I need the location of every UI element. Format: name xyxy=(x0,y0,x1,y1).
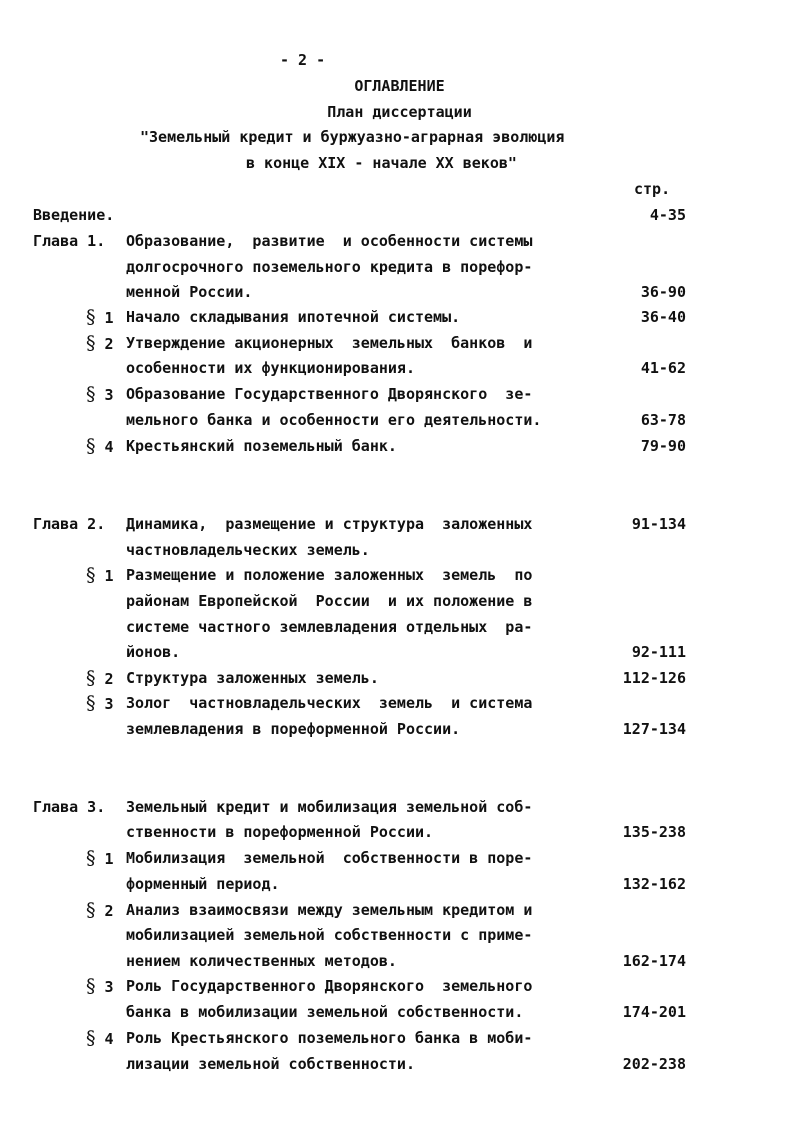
chapter-title-line: частновладельческих земель. xyxy=(126,541,370,559)
section-pages: 112-126 xyxy=(622,669,686,687)
theme-line-2: в конце XIX - начале XX веков" xyxy=(246,154,517,172)
section-title-line: мобилизацией земельной собственности с приме- xyxy=(126,926,533,944)
section-number: § 3 xyxy=(86,692,114,714)
section-sign-icon: § xyxy=(86,1027,96,1049)
section-title-line: Крестьянский поземельный банк. xyxy=(126,437,397,455)
section-number: § 2 xyxy=(86,332,114,354)
section-title-line: форменный период. xyxy=(126,875,280,893)
section-title-line: нением количественных методов. xyxy=(126,952,397,970)
section-sign-icon: § xyxy=(86,435,96,457)
chapter-label: Глава 1. xyxy=(33,232,106,250)
section-pages: 36-40 xyxy=(640,308,686,326)
section-title-line: Роль Государственного Дворянского земельного xyxy=(126,977,533,995)
section-title-line: Структура заложенных земель. xyxy=(126,669,379,687)
chapter-title-line: менной России. xyxy=(126,283,253,301)
section-title-line: Размещение и положение заложенных земель по xyxy=(126,566,533,584)
section-title-line: Начало складывания ипотечной системы. xyxy=(126,308,461,326)
section-pages: 127-134 xyxy=(622,720,686,738)
section-title-line: банка в мобилизации земельной собственности. xyxy=(126,1003,524,1021)
toc-intro-pages: 4-35 xyxy=(649,206,686,224)
section-number: § 3 xyxy=(86,975,114,997)
section-title-line: системе частного землевладения отдельных ра- xyxy=(126,618,533,636)
document-subtitle: План диссертации xyxy=(327,103,472,121)
section-title-line: лизации земельной собственности. xyxy=(126,1055,415,1073)
section-pages: 162-174 xyxy=(622,952,686,970)
chapter-label: Глава 3. xyxy=(33,798,106,816)
section-sign-icon: § xyxy=(86,692,96,714)
section-title-line: Анализ взаимосвязи между земельным кредитом и xyxy=(126,901,533,919)
chapter-pages: 135-238 xyxy=(622,823,686,841)
section-number: § 1 xyxy=(86,847,114,869)
section-title-line: районам Европейской России и их положение в xyxy=(126,592,533,610)
section-number: § 2 xyxy=(86,899,114,921)
page-number: - 2 - xyxy=(280,51,326,69)
section-sign-icon: § xyxy=(86,332,96,354)
chapter-title-line: Образование, развитие и особенности системы xyxy=(126,232,533,250)
section-title-line: йонов. xyxy=(126,643,181,661)
section-pages: 92-111 xyxy=(631,643,686,661)
section-title-line: Утверждение акционерных земельных банков и xyxy=(126,334,533,352)
section-number: § 2 xyxy=(86,667,114,689)
document-title: ОГЛАВЛЕНИЕ xyxy=(354,77,445,95)
section-sign-icon: § xyxy=(86,847,96,869)
chapter-pages: 91-134 xyxy=(631,515,686,533)
section-sign-icon: § xyxy=(86,383,96,405)
toc-intro-label: Введение. xyxy=(33,206,115,224)
chapter-label: Глава 2. xyxy=(33,515,106,533)
chapter-title-line: Земельный кредит и мобилизация земельной соб- xyxy=(126,798,533,816)
section-pages: 132-162 xyxy=(622,875,686,893)
section-title-line: землевладения в пореформенной России. xyxy=(126,720,461,738)
chapter-title-line: Динамика, размещение и структура заложенных xyxy=(126,515,533,533)
section-number: § 4 xyxy=(86,435,114,457)
section-pages: 79-90 xyxy=(640,437,686,455)
section-title-line: Золог частновладельческих земель и система xyxy=(126,694,533,712)
section-title-line: Мобилизация земельной собственности в поре- xyxy=(126,849,533,867)
section-title-line: Образование Государственного Дворянского зе- xyxy=(126,385,533,403)
section-pages: 174-201 xyxy=(622,1003,686,1021)
chapter-pages: 36-90 xyxy=(640,283,686,301)
section-number: § 3 xyxy=(86,383,114,405)
section-number: § 1 xyxy=(86,564,114,586)
section-sign-icon: § xyxy=(86,667,96,689)
theme-line-1: "Земельный кредит и буржуазно-аграрная эволюция xyxy=(140,128,565,146)
pages-column-label: стр. xyxy=(634,180,671,198)
section-number: § 4 xyxy=(86,1027,114,1049)
section-title-line: Роль Крестьянского поземельного банка в моби- xyxy=(126,1029,533,1047)
section-number: § 1 xyxy=(86,306,114,328)
section-sign-icon: § xyxy=(86,899,96,921)
section-sign-icon: § xyxy=(86,564,96,586)
section-title-line: особенности их функционирования. xyxy=(126,359,415,377)
chapter-title-line: долгосрочного поземельного кредита в порефор- xyxy=(126,258,533,276)
chapter-title-line: ственности в пореформенной России. xyxy=(126,823,434,841)
section-pages: 63-78 xyxy=(640,411,686,429)
section-pages: 202-238 xyxy=(622,1055,686,1073)
section-sign-icon: § xyxy=(86,975,96,997)
section-title-line: мельного банка и особенности его деятельности. xyxy=(126,411,542,429)
section-pages: 41-62 xyxy=(640,359,686,377)
section-sign-icon: § xyxy=(86,306,96,328)
